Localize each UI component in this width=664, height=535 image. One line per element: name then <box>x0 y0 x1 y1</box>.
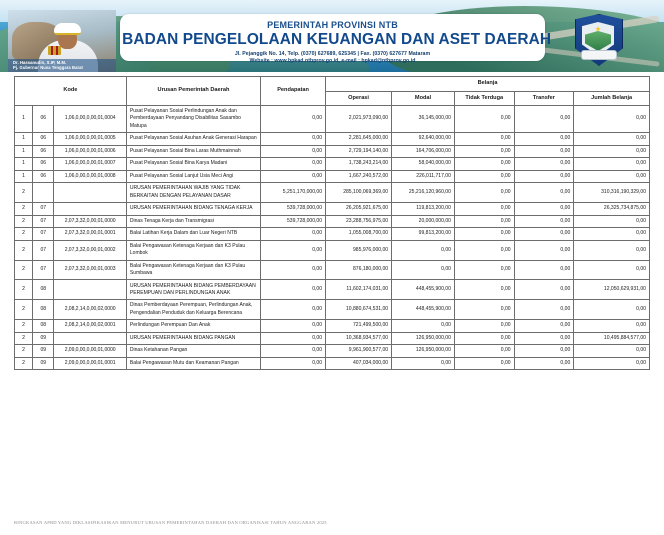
cell-pendapatan: 0,00 <box>261 132 326 145</box>
cell-tidak-terduga: 0,00 <box>454 240 514 260</box>
cell-kode-level2: 09 <box>33 332 54 345</box>
cell-modal: 20,000,000,00 <box>392 215 455 228</box>
cell-tidak-terduga: 0,00 <box>454 145 514 158</box>
cell-kode-level1: 2 <box>15 203 33 216</box>
cell-urusan: Dinas Tenaga Kerja dan Transmigrasi <box>126 215 260 228</box>
cell-transfer: 0,00 <box>514 332 574 345</box>
cell-transfer: 0,00 <box>514 240 574 260</box>
header-address-line: Jl. Pejanggik No. 14, Telp. (0370) 627689, 625345 | Fax. (0370) 627677 Mataram <box>234 51 431 57</box>
table-row <box>15 240 650 260</box>
cell-tidak-terduga: 0,00 <box>454 106 514 133</box>
cell-kode-level2: 06 <box>33 132 54 145</box>
header-transfer: Transfer <box>514 91 574 106</box>
cell-tidak-terduga: 0,00 <box>454 300 514 320</box>
cell-urusan: Pusat Pelayanan Sosial Bina Karya Madani <box>126 158 260 171</box>
cell-tidak-terduga: 0,00 <box>454 132 514 145</box>
cell-transfer: 0,00 <box>514 170 574 183</box>
cell-kode-full: 1,06,0,00,0,00,01,0004 <box>54 106 126 133</box>
cell-transfer: 0,00 <box>514 215 574 228</box>
cell-transfer: 0,00 <box>514 106 574 133</box>
cell-kode-level1: 2 <box>15 280 33 300</box>
cell-kode-level1: 2 <box>15 183 33 203</box>
cell-urusan: Balai Pengawasan Ketenaga Kerjaan dan K3 Pulau Sumbawa <box>126 260 260 280</box>
cell-transfer: 0,00 <box>514 203 574 216</box>
cell-kode-full: 2,08,2,14,0,00,02,0001 <box>54 319 126 332</box>
cell-urusan: Balai Pengawasan Ketenaga Kerjaan dan K3 Pulau Lombok <box>126 240 260 260</box>
cell-operasi: 2,021,973,090,00 <box>326 106 392 133</box>
cell-tidak-terduga: 0,00 <box>454 357 514 370</box>
cell-kode-level1: 2 <box>15 228 33 241</box>
cell-modal: 126,950,000,00 <box>392 345 455 358</box>
cell-kode-level1: 2 <box>15 319 33 332</box>
cell-jumlah-belanja: 0,00 <box>574 106 650 133</box>
governor-photo <box>8 10 116 72</box>
cell-transfer: 0,00 <box>514 145 574 158</box>
cell-pendapatan: 539,728,000,00 <box>261 215 326 228</box>
header-urusan: Urusan Pemerintah Daerah <box>126 77 260 106</box>
cell-kode-level1: 2 <box>15 357 33 370</box>
cell-jumlah-belanja: 0,00 <box>574 132 650 145</box>
cell-urusan: Pusat Pelayanan Sosial Bina Laras Muthmainnah <box>126 145 260 158</box>
cell-kode-full: 2,07,3,32,0,00,01,0002 <box>54 240 126 260</box>
header-title-plate <box>120 14 552 64</box>
cell-kode-level1: 1 <box>15 106 33 133</box>
cell-modal: 448,455,900,00 <box>392 300 455 320</box>
cell-pendapatan: 0,00 <box>261 260 326 280</box>
governor-cap-shape <box>54 23 81 35</box>
cell-urusan: Pusat Pelayanan Sosial Lanjut Usia Meci Angi <box>126 170 260 183</box>
header-modal: Modal <box>392 91 455 106</box>
cell-jumlah-belanja: 26,325,734,875,00 <box>574 203 650 216</box>
cell-kode-level2: 08 <box>33 300 54 320</box>
cell-operasi: 1,055,008,700,00 <box>326 228 392 241</box>
cell-kode-full: 1,06,0,00,0,00,01,0008 <box>54 170 126 183</box>
cell-modal: 92,640,000,00 <box>392 132 455 145</box>
cell-jumlah-belanja: 310,316,190,329,00 <box>574 183 650 203</box>
cell-operasi: 407,034,000,00 <box>326 357 392 370</box>
ntb-emblem-icon <box>575 14 621 64</box>
cell-operasi: 721,499,500,00 <box>326 319 392 332</box>
table-row <box>15 357 650 370</box>
cell-modal: 0,00 <box>392 319 455 332</box>
table-row <box>15 158 650 171</box>
cell-modal: 99,813,200,00 <box>392 228 455 241</box>
cell-transfer: 0,00 <box>514 183 574 203</box>
cell-pendapatan: 0,00 <box>261 145 326 158</box>
cell-pendapatan: 0,00 <box>261 319 326 332</box>
cell-jumlah-belanja: 0,00 <box>574 228 650 241</box>
cell-modal: 226,011,717,00 <box>392 170 455 183</box>
cell-pendapatan: 5,251,170,000,00 <box>261 183 326 203</box>
cell-pendapatan: 0,00 <box>261 240 326 260</box>
table-row <box>15 170 650 183</box>
cell-kode-full: 1,06,0,00,0,00,01,0007 <box>54 158 126 171</box>
cell-operasi: 285,100,069,369,00 <box>326 183 392 203</box>
header-kode: Kode <box>15 77 127 106</box>
cell-transfer: 0,00 <box>514 300 574 320</box>
cell-modal: 164,706,000,00 <box>392 145 455 158</box>
cell-pendapatan: 0,00 <box>261 170 326 183</box>
governor-name: Dr. Hassanudin, S.IP, M.M. <box>13 59 67 65</box>
cell-kode-level2: 07 <box>33 260 54 280</box>
cell-pendapatan: 0,00 <box>261 357 326 370</box>
cell-kode-level1: 2 <box>15 345 33 358</box>
header-province-line: PEMERINTAH PROVINSI NTB <box>267 19 398 30</box>
table-row <box>15 106 650 133</box>
governor-title: Pj. Gubernur Nusa Tenggara Barat <box>13 65 84 71</box>
cell-kode-level1: 1 <box>15 170 33 183</box>
table-row <box>15 260 650 280</box>
cell-kode-level2: 06 <box>33 158 54 171</box>
cell-pendapatan: 0,00 <box>261 300 326 320</box>
cell-modal: 448,455,900,00 <box>392 280 455 300</box>
cell-tidak-terduga: 0,00 <box>454 228 514 241</box>
cell-operasi: 10,880,674,531,00 <box>326 300 392 320</box>
cell-kode-level1: 2 <box>15 260 33 280</box>
cell-jumlah-belanja: 0,00 <box>574 357 650 370</box>
table-header-row-1 <box>15 77 650 92</box>
cell-urusan: Balai Latihan Kerja Dalam dan Luar Negeri NTB <box>126 228 260 241</box>
header-belanja-group: Belanja <box>326 77 650 92</box>
cell-modal: 0,00 <box>392 357 455 370</box>
cell-kode-level2: 09 <box>33 357 54 370</box>
cell-transfer: 0,00 <box>514 158 574 171</box>
cell-kode-level1: 2 <box>15 215 33 228</box>
governor-caption <box>8 59 116 72</box>
table-body <box>15 106 650 370</box>
cell-transfer: 0,00 <box>514 228 574 241</box>
cell-tidak-terduga: 0,00 <box>454 215 514 228</box>
cell-kode-full: 1,06,0,00,0,00,01,0005 <box>54 132 126 145</box>
cell-urusan: Dinas Ketahanan Pangan <box>126 345 260 358</box>
table-row <box>15 345 650 358</box>
table-row <box>15 132 650 145</box>
cell-operasi: 876,180,000,00 <box>326 260 392 280</box>
cell-transfer: 0,00 <box>514 357 574 370</box>
cell-modal: 36,145,000,00 <box>392 106 455 133</box>
cell-urusan: Pusat Pelayanan Sosial Asuhan Anak Generasi Harapan <box>126 132 260 145</box>
table-row <box>15 145 650 158</box>
table-row <box>15 300 650 320</box>
table-header <box>15 77 650 106</box>
cell-jumlah-belanja: 0,00 <box>574 215 650 228</box>
cell-kode-full <box>54 183 126 203</box>
cell-pendapatan: 0,00 <box>261 106 326 133</box>
cell-operasi: 26,205,921,675,00 <box>326 203 392 216</box>
cell-jumlah-belanja: 0,00 <box>574 260 650 280</box>
cell-operasi: 10,368,934,577,00 <box>326 332 392 345</box>
table-row <box>15 280 650 300</box>
cell-kode-level2 <box>33 183 54 203</box>
cell-kode-level2: 07 <box>33 215 54 228</box>
page-header-banner <box>0 0 664 72</box>
cell-tidak-terduga: 0,00 <box>454 170 514 183</box>
cell-operasi: 2,281,645,000,00 <box>326 132 392 145</box>
footer-note: RINGKASAN APBD YANG DIKLASIFIKASIKAN MENURUT URUSAN PEMERINTAHAN DAERAH DAN ORGANISASI TAHUN ANGGARAN 2025 <box>14 520 327 525</box>
cell-kode-level1: 2 <box>15 300 33 320</box>
cell-kode-level2: 08 <box>33 319 54 332</box>
cell-transfer: 0,00 <box>514 260 574 280</box>
cell-pendapatan: 0,00 <box>261 332 326 345</box>
cell-kode-full: 2,09,0,00,0,00,01,0000 <box>54 345 126 358</box>
cell-jumlah-belanja: 0,00 <box>574 145 650 158</box>
cell-operasi: 2,729,194,140,00 <box>326 145 392 158</box>
medal-ribbons-icon <box>48 46 61 55</box>
cell-kode-level1: 1 <box>15 145 33 158</box>
cell-kode-full <box>54 332 126 345</box>
cell-kode-full: 2,07,3,32,0,00,01,0003 <box>54 260 126 280</box>
cell-operasi: 1,667,240,572,00 <box>326 170 392 183</box>
table-row <box>15 228 650 241</box>
cell-tidak-terduga: 0,00 <box>454 319 514 332</box>
cell-jumlah-belanja: 10,495,884,577,00 <box>574 332 650 345</box>
apbd-table-container <box>14 76 650 370</box>
cell-tidak-terduga: 0,00 <box>454 345 514 358</box>
cell-tidak-terduga: 0,00 <box>454 260 514 280</box>
cell-kode-level1: 1 <box>15 158 33 171</box>
cell-kode-level2: 07 <box>33 228 54 241</box>
cell-operasi: 11,602,174,031,00 <box>326 280 392 300</box>
cell-modal: 58,040,000,00 <box>392 158 455 171</box>
cell-modal: 25,216,120,960,00 <box>392 183 455 203</box>
table-row <box>15 215 650 228</box>
cell-urusan: Dinas Pemberdayaan Perempuan, Perlindungan Anak, Pengendalian Penduduk dan Keluarga Berencana <box>126 300 260 320</box>
cell-operasi: 23,288,756,975,00 <box>326 215 392 228</box>
cell-jumlah-belanja: 0,00 <box>574 345 650 358</box>
cell-kode-level1: 1 <box>15 132 33 145</box>
cell-operasi: 1,738,243,214,00 <box>326 158 392 171</box>
cell-kode-level2: 09 <box>33 345 54 358</box>
cell-tidak-terduga: 0,00 <box>454 203 514 216</box>
cell-urusan: URUSAN PEMERINTAHAN BIDANG PANGAN <box>126 332 260 345</box>
cell-operasi: 985,976,000,00 <box>326 240 392 260</box>
cell-jumlah-belanja: 12,050,629,931,00 <box>574 280 650 300</box>
cell-urusan: URUSAN PEMERINTAHAN WAJIB YANG TIDAK BERKAITAN DENGAN PELAYANAN DASAR <box>126 183 260 203</box>
cell-kode-level1: 2 <box>15 332 33 345</box>
cell-urusan: Balai Pengawasan Mutu dan Keamanan Pangan <box>126 357 260 370</box>
cell-kode-full: 2,09,0,00,0,00,01,0001 <box>54 357 126 370</box>
cell-kode-level2: 06 <box>33 106 54 133</box>
header-operasi: Operasi <box>326 91 392 106</box>
cell-kode-level2: 08 <box>33 280 54 300</box>
cell-kode-level2: 07 <box>33 203 54 216</box>
cell-kode-full <box>54 280 126 300</box>
cell-urusan: Perlindungan Perempuan Dan Anak <box>126 319 260 332</box>
cell-tidak-terduga: 0,00 <box>454 332 514 345</box>
table-row <box>15 183 650 203</box>
cell-pendapatan: 0,00 <box>261 345 326 358</box>
cell-transfer: 0,00 <box>514 132 574 145</box>
cell-urusan: URUSAN PEMERINTAHAN BIDANG PEMBERDAYAAN PEREMPUAN DAN PERLINDUNGAN ANAK <box>126 280 260 300</box>
cell-pendapatan: 0,00 <box>261 280 326 300</box>
cell-tidak-terduga: 0,00 <box>454 158 514 171</box>
header-pendapatan: Pendapatan <box>261 77 326 106</box>
cell-kode-full: 2,08,2,14,0,00,02,0000 <box>54 300 126 320</box>
cell-jumlah-belanja: 0,00 <box>574 158 650 171</box>
cell-modal: 126,950,000,00 <box>392 332 455 345</box>
header-jumlah-belanja: Jumlah Belanja <box>574 91 650 106</box>
cell-pendapatan: 0,00 <box>261 158 326 171</box>
header-tidak-terduga: Tidak Terduga <box>454 91 514 106</box>
cell-jumlah-belanja: 0,00 <box>574 319 650 332</box>
cell-transfer: 0,00 <box>514 345 574 358</box>
cell-kode-level1: 2 <box>15 240 33 260</box>
cell-urusan: URUSAN PEMERINTAHAN BIDANG TENAGA KERJA <box>126 203 260 216</box>
cell-pendapatan: 0,00 <box>261 228 326 241</box>
cell-kode-full <box>54 203 126 216</box>
cell-kode-full: 2,07,3,32,0,00,01,0001 <box>54 228 126 241</box>
table-row <box>15 203 650 216</box>
cell-tidak-terduga: 0,00 <box>454 183 514 203</box>
cell-kode-full: 1,06,0,00,0,00,01,0006 <box>54 145 126 158</box>
cell-modal: 119,813,200,00 <box>392 203 455 216</box>
cell-jumlah-belanja: 0,00 <box>574 240 650 260</box>
emblem-scroll-banner <box>581 50 617 60</box>
cell-tidak-terduga: 0,00 <box>454 280 514 300</box>
cell-modal: 0,00 <box>392 260 455 280</box>
cell-pendapatan: 539,728,000,00 <box>261 203 326 216</box>
cell-kode-full: 2,07,3,32,0,00,01,0000 <box>54 215 126 228</box>
cell-kode-level2: 06 <box>33 170 54 183</box>
header-agency-line: BADAN PENGELOLAAN KEUANGAN DAN ASET DAERAH <box>122 31 552 48</box>
cell-urusan: Pusat Pelayanan Sosial Perlindungan Anak dan Pemberdayaan Penyandang Disabilitas Sasambo Matupa <box>126 106 260 133</box>
cell-transfer: 0,00 <box>514 280 574 300</box>
table-row <box>15 332 650 345</box>
cell-kode-level2: 07 <box>33 240 54 260</box>
cell-jumlah-belanja: 0,00 <box>574 300 650 320</box>
cell-jumlah-belanja: 0,00 <box>574 170 650 183</box>
apbd-summary-table <box>14 76 650 370</box>
table-row <box>15 319 650 332</box>
cell-transfer: 0,00 <box>514 319 574 332</box>
cell-modal: 0,00 <box>392 240 455 260</box>
header-website-line: Website : www.bpkad.ntbprov.go.id, e-mail : bpkad@ntbprov.go.id <box>249 58 416 64</box>
cell-kode-level2: 06 <box>33 145 54 158</box>
cell-operasi: 9,961,900,577,00 <box>326 345 392 358</box>
